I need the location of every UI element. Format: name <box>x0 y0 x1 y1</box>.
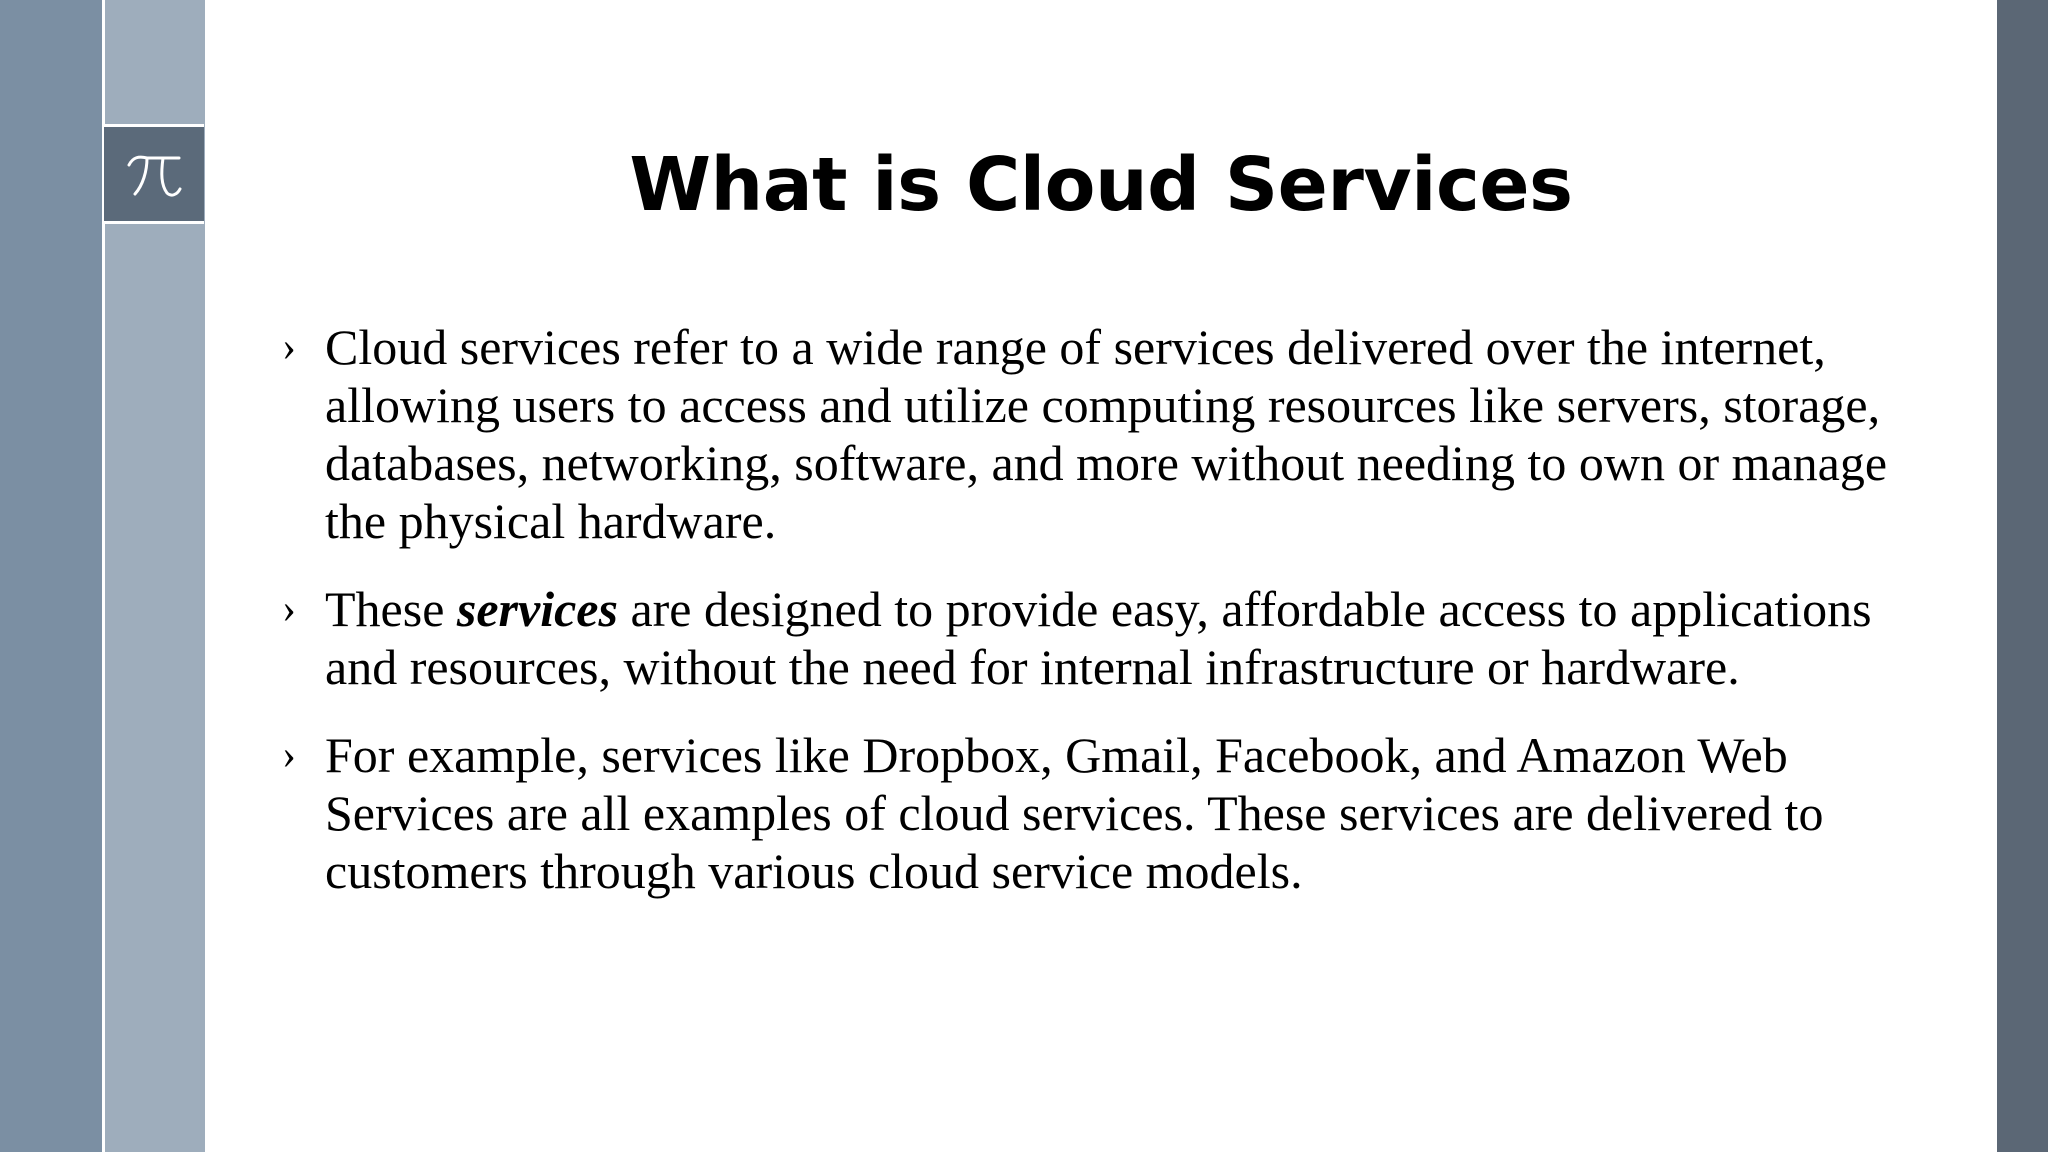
bullet-marker: › <box>282 586 296 632</box>
bullet-text-before: These <box>325 581 457 637</box>
bullet-item <box>282 580 1942 696</box>
right-band <box>1997 0 2048 1152</box>
bullet-marker: › <box>282 324 296 370</box>
bullet-text: Cloud services refer to a wide range of services delivered over the internet, allowing users to access and utilize computing resources like servers, storage, databases, networking, software, and more without needing to own or manage the physical hardware. <box>325 319 1888 549</box>
bullet-text-after: are designed to provide easy, affordable access to applications and resources, without the need for internal infrastructure or hardware. <box>325 581 1872 695</box>
bullet-emphasis: services <box>456 581 618 637</box>
pi-icon <box>125 149 183 199</box>
bullet-marker: › <box>282 732 296 778</box>
bullet-list <box>282 318 1942 930</box>
slide-title: What is Cloud Services <box>629 142 1573 228</box>
bullet-text: For example, services like Dropbox, Gmail, Facebook, and Amazon Web Services are all examples of cloud services. These services are delivered to customers through various cloud service models. <box>325 727 1824 899</box>
logo-box <box>104 124 204 224</box>
bullet-item <box>282 318 1942 550</box>
left-outer-band <box>0 0 102 1152</box>
bullet-item <box>282 726 1942 900</box>
